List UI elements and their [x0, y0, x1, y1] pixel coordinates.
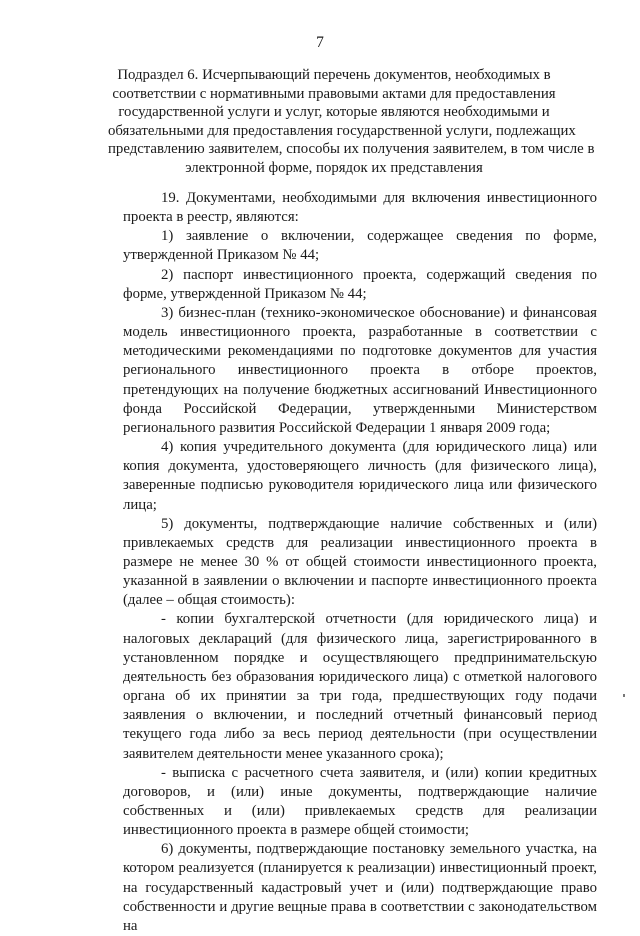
document-body — [123, 189, 597, 936]
paragraph-item-19: 19. Документами, необходимыми для включения инвестиционного проекта в реестр, являются: — [123, 190, 597, 226]
paragraph-dash-item-accounting: - копии бухгалтерской отчетности (для юридического лица) и налоговых деклараций (для физического лица, зарегистрированного в установленном порядке и осуществляющего предпринимательскую деятельность без образования юридического лица) с отметкой налогового органа об их принятии за три года, предшествующих году подачи заявления о включении, и последний отчетный финансовый период текущего года либо за весь период деятельности (при осуществлении заявителем деятельности менее указанного срока); — [123, 611, 597, 762]
heading-line: электронной форме, порядок их представления — [185, 159, 483, 176]
heading-line: представлению заявителем, способы их получения заявителем, в том числе в — [108, 141, 595, 158]
heading-line: соответствии с нормативными правовыми актами для предоставления — [112, 85, 556, 102]
paragraph-subitem-6: 6) документы, подтверждающие постановку земельного участка, на котором реализуется (планируется к реализации) инвестиционный проект, на государственный кадастровый учет и (или) подтверждающие право собственности и другие вещные права в соответствии с законодательством на — [123, 841, 597, 934]
paragraph-subitem-2: 2) паспорт инвестиционного проекта, содержащий сведения по форме, утвержденной Приказом № 44; — [123, 266, 597, 302]
subsection-heading — [108, 66, 595, 178]
paragraph-subitem-1: 1) заявление о включении, содержащее сведения по форме, утвержденной Приказом № 44; — [123, 228, 597, 264]
scan-speck — [623, 694, 625, 697]
heading-line: обязательными для предоставления государственной услуги, подлежащих — [108, 122, 576, 139]
paragraph-dash-item-bank-statement: - выписка с расчетного счета заявителя, и (или) копии кредитных договоров, и (или) иные документы, подтверждающие наличие собственных и (или) привлекаемых средств для реализации инвестиционного проекта в размере общей стоимости; — [123, 764, 597, 839]
heading-line: Подраздел 6. Исчерпывающий перечень документов, необходимых в — [117, 67, 551, 83]
paragraph-subitem-3: 3) бизнес-план (технико-экономическое обоснование) и финансовая модель инвестиционного проекта, разработанные в соответствии с методическими рекомендациями по подготовке документов для участия регионального инвестиционного проекта в отборе проектов, претендующих на получение бюджетных ассигнований Инвестиционного фонда Российской Федерации, утвержденными Министерством регионального развития Российской Федерации 1 января 2009 года; — [123, 304, 597, 436]
heading-line: государственной услуги и услуг, которые являются необходимыми и — [118, 104, 550, 121]
paragraph-subitem-5: 5) документы, подтверждающие наличие собственных и (или) привлекаемых средств для реализации инвестиционного проекта в размере не менее 30 % от общей стоимости инвестиционного проекта, указанной в заявлении о включении и паспорте инвестиционного проекта (далее – общая стоимость): — [123, 515, 597, 609]
page-number: 7 — [316, 34, 324, 51]
paragraph-subitem-4: 4) копия учредительного документа (для юридического лица) или копия документа, удостоверяющего личность (для физического лица), заверенные подписью руководителя юридического лица или физического лица; — [123, 439, 597, 513]
